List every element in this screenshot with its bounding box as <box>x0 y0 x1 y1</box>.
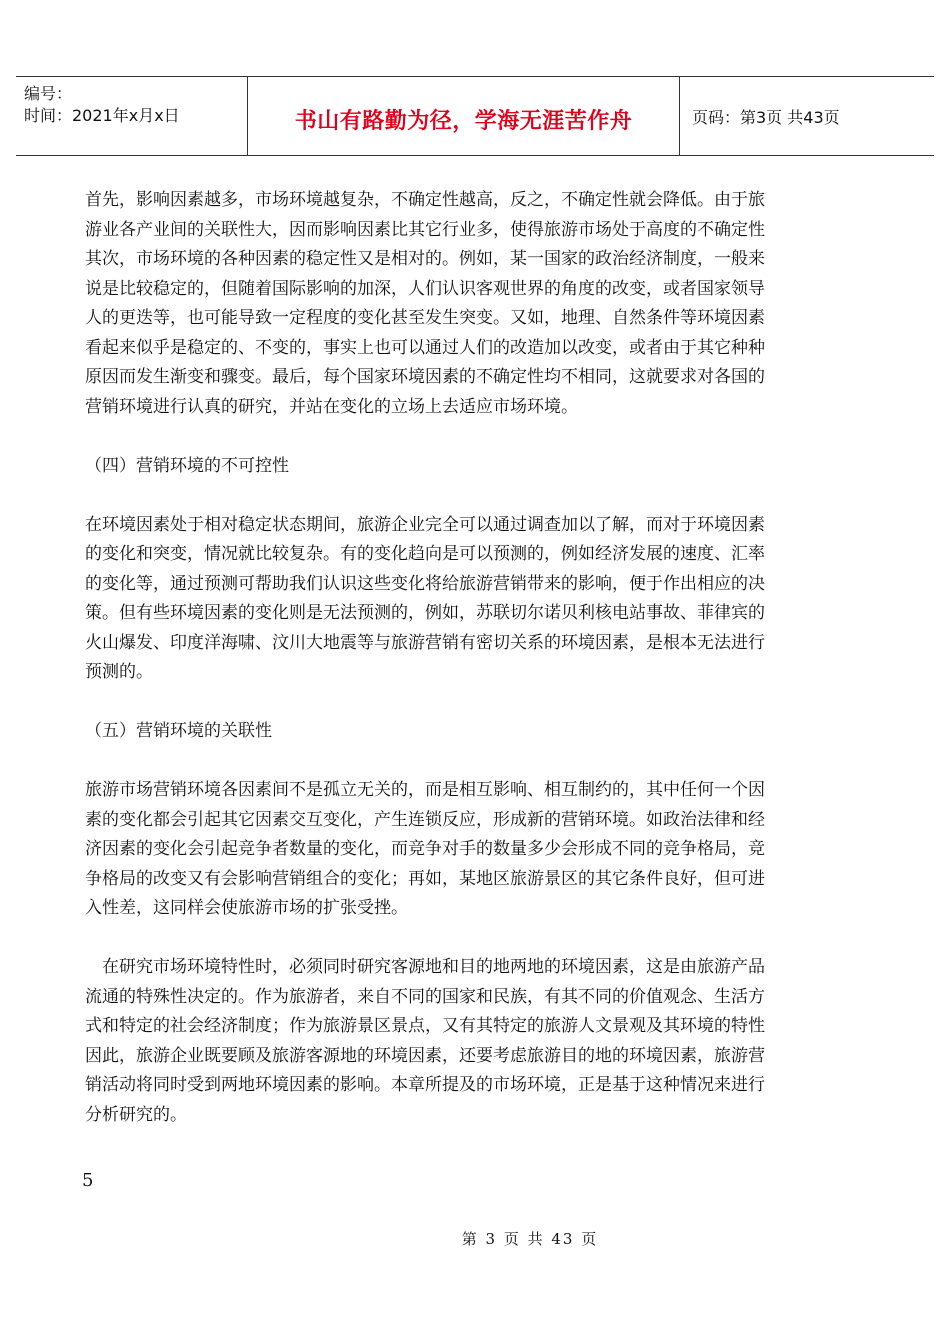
document-body <box>85 186 865 1130</box>
paragraph-uncertainty: 首先，影响因素越多，市场环境越复杂，不确定性越高，反之，不确定性就会降低。由于旅 游业各产业间的关联性大，因而影响因素比其它行业多，使得旅游市场处于高度的不确定性 其次，市场环境的各种因素的稳定性又是相对的。例如，某一国家的政治经济制度，一般来 说是比较稳定的，但随着国际影响的加深，人们认识客观世界的角度的改变，或者国家领导 人的更迭等，也可能导致一定程度的变化甚至发生突变。又如，地理、自然条件等环境因素 看起来似乎是稳定的、不变的，事实上也可以通过人们的改造加以改变，或者由于其它种种 原因而发生渐变和骤变。最后，每个国家环境因素的不确定性均不相同，这就要求对各国的 营销环境进行认真的研究，并站在变化的立场上去适应市场环境。 <box>85 190 765 417</box>
header-motto-cell <box>248 77 680 155</box>
page-footer: 第 3 页 共 43 页 <box>461 1230 599 1248</box>
paragraph-uncontrollable: 在环境因素处于相对稳定状态期间，旅游企业完全可以通过调查加以了解，而对于环境因素 的变化和突变，情况就比较复杂。有的变化趋向是可以预测的，例如经济发展的速度、汇率 的变化等，通过预测可帮助我们认识这些变化将给旅游营销带来的影响，便于作出相应的决 策。但有些环境因素的变化则是无法预测的，例如，苏联切尔诺贝利核电站事故、菲律宾的 火山爆发、印度洋海啸、汶川大地震等与旅游营销有密切关系的环境因素，是根本无法进行 预测的。 <box>85 514 765 682</box>
date-label: 时间：2021年x月x日 <box>24 106 180 125</box>
paragraph-research: 在研究市场环境特性时，必须同时研究客源地和目的地两地的环境因素，这是由旅游产品 流通的特殊性决定的。作为旅游者，来自不同的国家和民族，有其不同的价值观念、生活方 式和特定的社会经济制度；作为旅游景区景点，又有其特定的旅游人文景观及其环境的特性 因此，旅游企业既要顾及旅游客源地的环境因素，还要考虑旅游目的地的环境因素，旅游营 销活动将同时受到两地环境因素的影响。本章所提及的市场环境，正是基于这种情况来进行 分析研究的。 <box>85 957 765 1125</box>
paragraph-relevance: 旅游市场营销环境各因素间不是孤立无关的，而是相互影响、相互制约的，其中任何一个因 素的变化都会引起其它因素交互变化，产生连锁反应，形成新的营销环境。如政治法律和经 济因素的变化会引起竞争者数量的变化，而竞争对手的数量多少会形成不同的竞争格局，竞 争格局的改变又有会影响营销组合的变化；再如，某地区旅游景区的其它条件良好，但可进 入性差，这同样会使旅游市场的扩张受挫。 <box>85 780 765 918</box>
header-page-code-cell <box>680 77 934 155</box>
number-label: 编号： <box>24 84 73 103</box>
page-code: 页码：第3页 共43页 <box>692 107 840 127</box>
motto-text: 书山有路勤为径，学海无涯苦作舟 <box>294 108 633 134</box>
page-marker: 5 <box>82 1170 94 1191</box>
section-heading-relevance: （五）营销环境的关联性 <box>85 721 272 741</box>
header-meta <box>16 77 248 155</box>
section-heading-uncontrollable: （四）营销环境的不可控性 <box>85 455 289 476</box>
page-header <box>16 76 934 156</box>
